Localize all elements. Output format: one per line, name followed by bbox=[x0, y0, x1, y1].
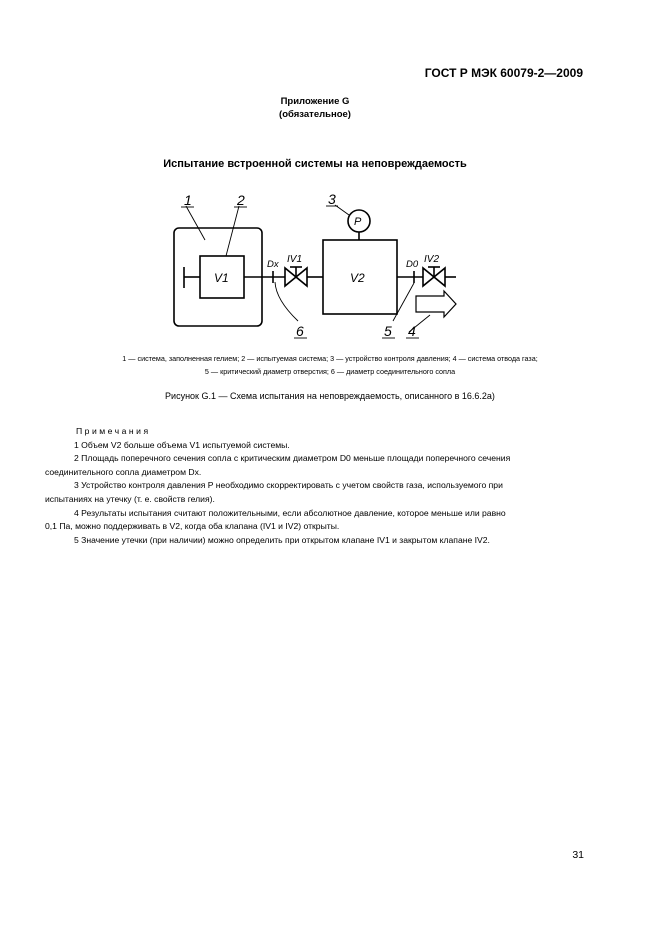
label-3: 3 bbox=[328, 191, 336, 207]
note-1: 1 Объем V2 больше объема V1 испытуемой системы. bbox=[74, 439, 290, 450]
test-scheme-diagram bbox=[0, 0, 661, 340]
label-d0: D0 bbox=[406, 259, 419, 270]
figure-legend-line2: 5 — критический диаметр отверстия; 6 — диаметр соединительного сопла bbox=[204, 367, 456, 376]
figure-legend-line1: 1 — система, заполненная гелием; 2 — испытуемая система; 3 — устройство контроля давления; 4 — система отвода газа; bbox=[122, 354, 538, 363]
figure-caption: Рисунок G.1 — Схема испытания на неповреждаемость, описанного в 16.6.2а) bbox=[165, 391, 495, 401]
note-3-line1: 3 Устройство контроля давления P необходимо скорректировать с учетом свойств газа, используемого при bbox=[74, 480, 503, 491]
label-v1: V1 bbox=[214, 271, 229, 285]
note-4-line2: 0,1 Па, можно поддерживать в V2, когда оба клапана (IV1 и IV2) открыты. bbox=[45, 521, 340, 532]
label-6: 6 bbox=[296, 323, 304, 339]
note-4-line1: 4 Результаты испытания считают положительными, если абсолютное давление, которое меньше или равно bbox=[74, 507, 506, 518]
gas-outlet-arrow bbox=[416, 291, 456, 317]
standard-header: ГОСТ Р МЭК 60079-2—2009 bbox=[424, 66, 583, 80]
label-5: 5 bbox=[384, 323, 392, 339]
notes-block bbox=[45, 425, 584, 547]
note-2-line1: 2 Площадь поперечного сечения сопла с критическим диаметром D0 меньше площади поперечного сечения bbox=[74, 453, 511, 464]
figure-title: Испытание встроенной системы на неповреждаемость bbox=[163, 158, 467, 170]
label-1: 1 bbox=[184, 192, 192, 208]
page-number: 31 bbox=[572, 849, 584, 861]
note-5: 5 Значение утечки (при наличии) можно определить при открытом клапане IV1 и закрытом клапане IV2. bbox=[74, 534, 490, 545]
note-2-line2: соединительного сопла диаметром Dx. bbox=[45, 466, 202, 477]
appendix-title: Приложение G bbox=[280, 96, 350, 107]
notes-title: Примечания bbox=[76, 426, 151, 436]
label-2: 2 bbox=[237, 192, 245, 208]
label-dx: Dx bbox=[267, 259, 279, 270]
label-4: 4 bbox=[408, 323, 416, 339]
label-iv1: IV1 bbox=[287, 254, 303, 265]
note-3-line2: испытаниях на утечку (т. е. свойств гелия). bbox=[45, 493, 215, 504]
appendix-status: (обязательное) bbox=[279, 109, 351, 120]
label-iv2: IV2 bbox=[424, 254, 440, 265]
label-v2: V2 bbox=[350, 271, 365, 285]
label-p: P bbox=[354, 216, 362, 228]
